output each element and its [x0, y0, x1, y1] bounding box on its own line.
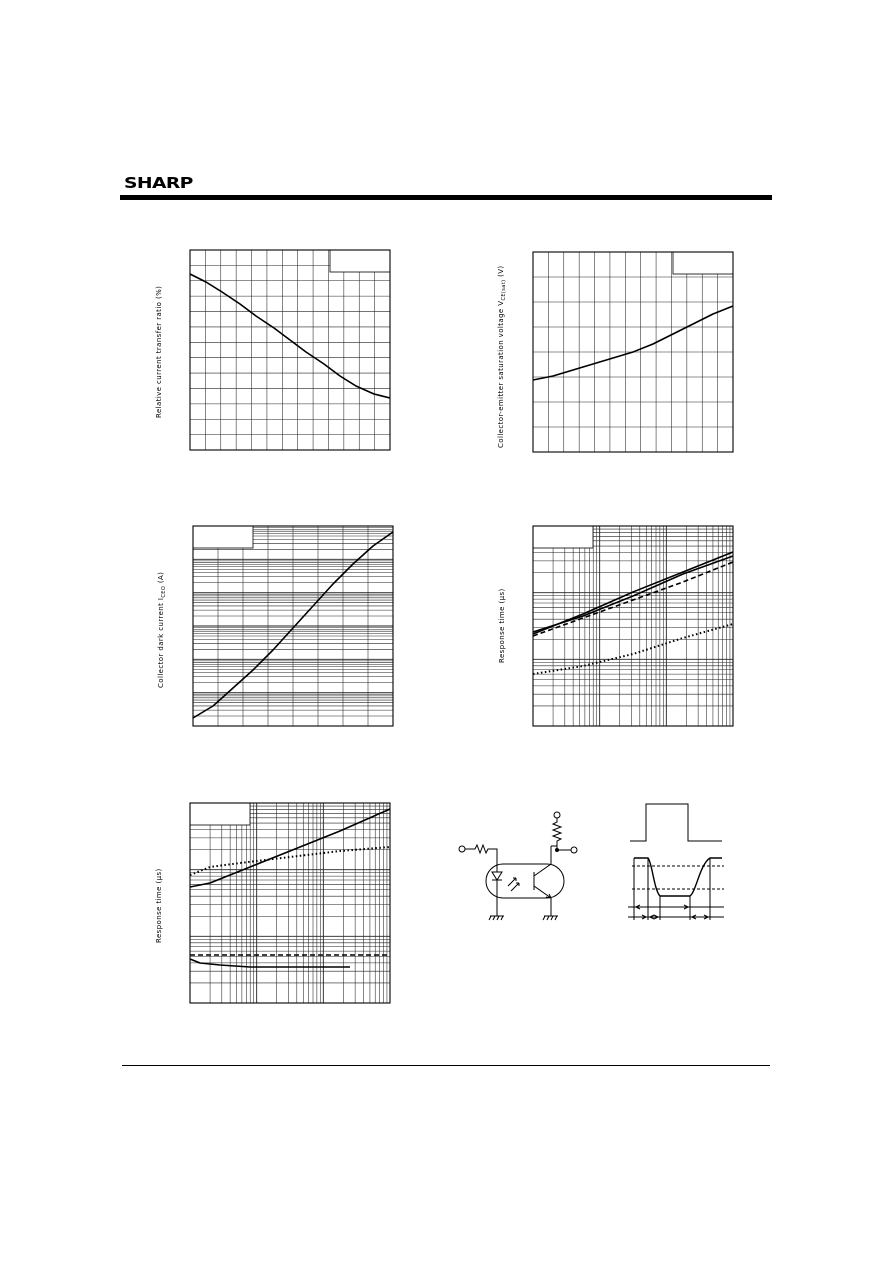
- legend-box: [533, 526, 593, 548]
- y-axis-label-unit: (A): [157, 571, 165, 586]
- phototransistor-icon: [534, 846, 551, 898]
- plot-frame: [190, 250, 390, 450]
- optocoupler-package: [486, 864, 564, 898]
- y-axis-label: [157, 572, 167, 688]
- legend-box: [190, 803, 250, 825]
- y-axis-label-sub: CEO: [161, 585, 167, 598]
- legend-box: [673, 252, 733, 274]
- y-axis-label: Relative current transfer ratio (%): [155, 285, 163, 418]
- y-axis-label-main: Collector dark current I: [157, 597, 165, 688]
- input-terminal: [459, 846, 465, 852]
- header-rule: [120, 195, 772, 200]
- grid: [533, 526, 733, 726]
- junction-dot: [556, 849, 559, 852]
- input-pulse: [630, 804, 722, 841]
- series-line-1: [190, 274, 390, 398]
- chart-response-time-a: [493, 526, 738, 728]
- test-circuit: [450, 806, 590, 930]
- vcc-terminal: [554, 812, 560, 818]
- output-pulse: [634, 858, 722, 896]
- y-axis-label: Response time (μs): [155, 868, 163, 943]
- y-axis-label-main: Collector-emitter saturation voltage V: [497, 300, 505, 448]
- chart-relative-ctr: [150, 250, 395, 452]
- output-wire: [551, 846, 571, 850]
- y-axis-label-unit: (V): [497, 265, 505, 280]
- load-resistor: [553, 818, 561, 850]
- plot-frame: [533, 526, 733, 726]
- grid: [190, 250, 390, 450]
- chart-vce-sat: [493, 252, 738, 454]
- series-line-2: [533, 556, 733, 632]
- series-line-4: [533, 624, 733, 674]
- legend-box: [193, 526, 253, 548]
- ground-left-icon: [489, 898, 504, 920]
- plot-frame: [190, 803, 390, 1003]
- footer-rule: [122, 1065, 770, 1066]
- y-axis-label: [497, 265, 507, 448]
- grid: [190, 803, 390, 1003]
- legend-box: [330, 250, 390, 272]
- chart-dark-current: [152, 526, 397, 728]
- output-terminal: [571, 847, 577, 853]
- series-line-1: [533, 306, 733, 380]
- chart-response-time-b: [150, 803, 395, 1005]
- light-arrows-icon: [508, 878, 519, 891]
- switching-waveform: [624, 800, 728, 924]
- input-resistor: [465, 845, 497, 862]
- y-axis-label-sub: CE(sat): [501, 279, 507, 301]
- brand-logo: SHARP: [124, 174, 193, 192]
- y-axis-label: Response time (μs): [498, 588, 506, 663]
- ground-right-icon: [543, 898, 558, 920]
